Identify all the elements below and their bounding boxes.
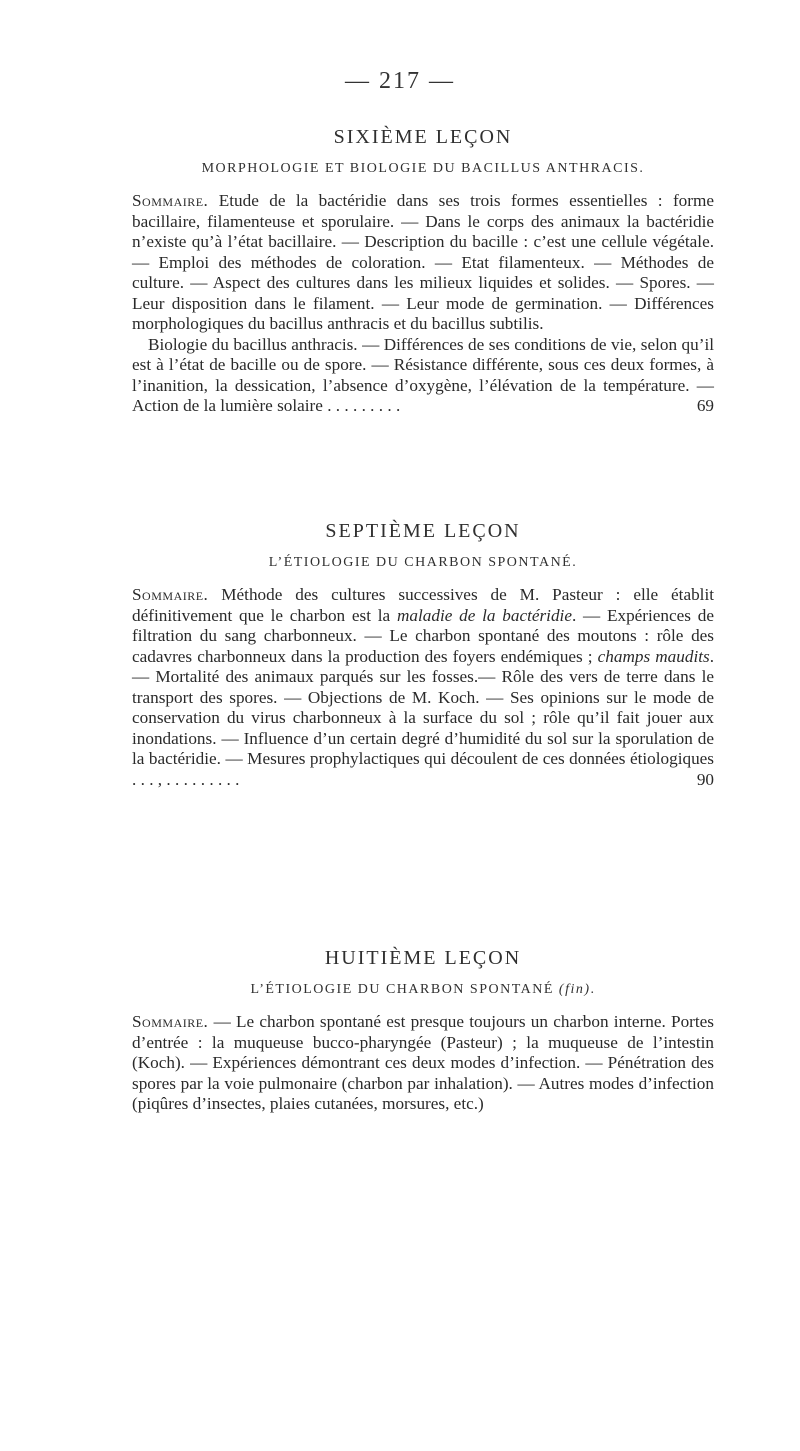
summary-text: Biologie du bacillus anthracis. — Différences de ses conditions de vie, selon qu’il est à l’état de bacille ou de spore. — Résistance différente, sous ces deux formes, à l’inanition, la dessication, l’absence d’oxygène, l’élévation de la température. — Action de la lumière solaire . . . . . . . . .: [132, 334, 714, 415]
lesson-subtitle: [132, 982, 714, 998]
summary-paragraph: [132, 1012, 714, 1115]
lesson-title: HUITIÈME LEÇON: [324, 947, 522, 969]
summary-lead: Sommaire.: [132, 1012, 209, 1031]
summary-lead: Sommaire.: [132, 191, 209, 210]
lesson-summary: [132, 1012, 714, 1115]
subtitle-emphasis: (fin): [558, 982, 591, 997]
lesson-subtitle: L’ÉTIOLOGIE DU CHARBON SPONTANÉ.: [268, 555, 578, 570]
page-reference: 69: [696, 396, 714, 415]
summary-emphasis: maladie de la bactéridie: [396, 605, 572, 625]
summary-paragraph: [132, 191, 714, 335]
summary-lead: Sommaire.: [132, 585, 209, 604]
lesson-sixth: [132, 126, 714, 417]
summary-paragraph: [132, 335, 714, 417]
summary-text: . — Expériences de filtration du sang charbonneux. — Le charbon spontané des moutons : rôle des cadavres charbonneux dans la production des foyers endémiques ;: [132, 605, 714, 666]
summary-text: — Le charbon spontané est presque toujours un charbon interne. Portes d’entrée : la muqueuse bucco-pharyngée (Pasteur) ; la muqueuse de l’intestin (Koch). — Expériences démontrant ces deux modes d’infection. — Pénétration des spores par la voie pulmonaire (charbon par inhalation). — Autres modes d’infection (piqûres d’insectes, plaies cutanées, morsures, etc.): [132, 1012, 714, 1113]
summary-text: . — Mortalité des animaux parqués sur les fosses.— Rôle des vers de terre dans le transport des spores. — Objections de M. Koch. — Ses opinions sur le mode de conservation du virus charbonneux à la surface du sol ; rôle qu’il fait jouer aux inondations. — Influence d’un certain degré d’humidité du sol sur la sporulation de la bactéridie. — Mesures prophylactiques qui découlent de ces données étiologiques . . . , . . . . . . . . .: [132, 646, 714, 789]
lesson-eighth: [132, 947, 714, 1115]
page-number: — 217 —: [345, 68, 455, 94]
summary-emphasis: champs maudits: [597, 646, 710, 666]
lesson-summary: [132, 585, 714, 790]
lesson-subtitle: MORPHOLOGIE ET BIOLOGIE DU BACILLUS ANTHRACIS.: [201, 161, 645, 176]
subtitle-text: L’ÉTIOLOGIE DU CHARBON SPONTANÉ: [250, 982, 559, 997]
lesson-title: SIXIÈME LEÇON: [333, 126, 513, 148]
summary-paragraph: [132, 585, 714, 790]
lesson-title: SEPTIÈME LEÇON: [325, 520, 521, 542]
lesson-summary: [132, 191, 714, 417]
page-reference: 90: [696, 769, 714, 789]
summary-text: Méthode des cultures successives de M. Pasteur : elle établit définitivement que le charbon est la: [132, 585, 714, 625]
lesson-seventh: [132, 520, 714, 790]
summary-text: Etude de la bactéridie dans ses trois formes essentielles : forme bacillaire, filamenteuse et sporulaire. — Dans le corps des animaux la bactéridie n’existe qu’à l’état bacillaire. — Description du bacille : c’est une cellule végétale. — Emploi des méthodes de coloration. — Etat filamenteux. — Méthodes de culture. — Aspect des cultures dans les milieux liquides et solides. — Spores. — Leur disposition dans le filament. — Leur mode de germination. — Différences morphologiques du bacillus anthracis et du bacillus subtilis.: [132, 191, 714, 333]
subtitle-text: .: [590, 982, 596, 997]
